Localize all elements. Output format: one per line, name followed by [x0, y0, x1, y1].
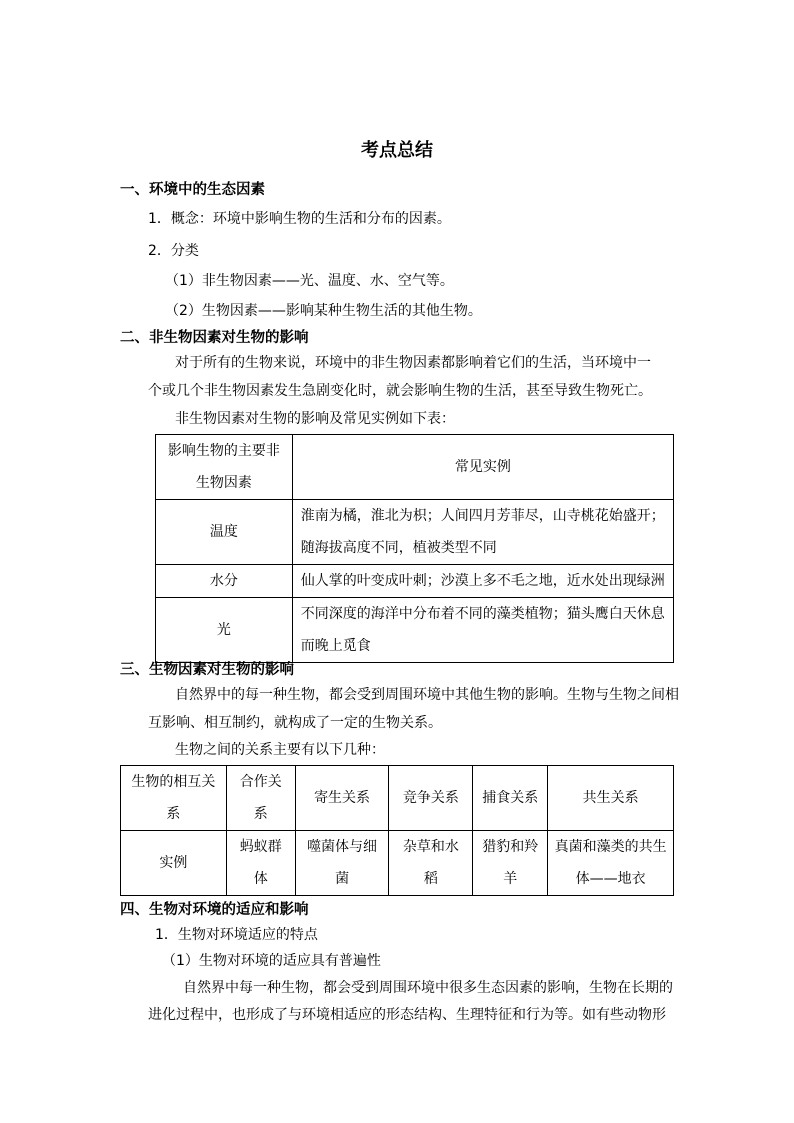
table-cell — [295, 831, 389, 896]
section-2-table-intro: 非生物因素对生物的影响及常见实例如下表： — [175, 411, 455, 427]
cell-line: 噬菌体与细 — [307, 839, 378, 855]
section-1-heading: 一、环境中的生态因素 — [120, 182, 265, 198]
table-cell: 光 — [156, 598, 293, 663]
section-4-paragraph-line-1: 自然界中每一种生物，都会受到周围环境中很多生态因素的影响，生物在长期的 — [183, 980, 673, 996]
table-header-cell — [389, 766, 473, 831]
cell-line: 真菌和藻类的共生 — [554, 839, 667, 855]
classification-line: 2．分类 — [148, 243, 199, 259]
table-cell: 温度 — [156, 500, 293, 565]
cell-line: 系 — [166, 806, 181, 822]
biotic-relations-table — [120, 765, 674, 896]
section-4-heading: 四、生物对环境的适应和影响 — [120, 902, 309, 918]
table-row — [156, 500, 674, 565]
biotic-line: （2）生物因素——影响某种生物生活的其他生物。 — [165, 303, 482, 319]
section-3-table-intro: 生物之间的关系主要有以下几种： — [175, 742, 385, 758]
table-cell — [226, 831, 295, 896]
cell-line: 竞争关系 — [402, 790, 459, 806]
table-header-cell — [548, 766, 674, 831]
cell-line: 共生关系 — [582, 790, 639, 806]
universality-line: （1）生物对环境的适应具有普遍性 — [162, 953, 381, 969]
table-cell — [548, 831, 674, 896]
cell-line: 杂草和水 — [402, 839, 459, 855]
cell-line: 体——地衣 — [575, 871, 646, 887]
section-2-paragraph-line-2: 个或几个非生物因素发生急剧变化时，就会影响生物的生活，甚至导致生物死亡。 — [148, 383, 652, 399]
table-header-cell — [226, 766, 295, 831]
page-title: 考点总结 — [361, 140, 433, 161]
table-cell — [473, 831, 548, 896]
table-row — [156, 565, 674, 598]
concept-line: 1．概念：环境中影响生物的生活和分布的因素。 — [148, 211, 451, 227]
table-header-cell — [121, 766, 227, 831]
table-cell: 淮南为橘，淮北为枳；人间四月芳菲尽，山寺桃花始盛开； 随海拔高度不同，植被类型不同 — [292, 500, 673, 565]
section-3-paragraph-line-1: 自然界中的每一种生物，都会受到周围环境中其他生物的影响。生物与生物之间相 — [175, 687, 679, 703]
table-cell: 仙人掌的叶变成叶刺；沙漠上多不毛之地，近水处出现绿洲 — [292, 565, 673, 598]
table-header-cell — [473, 766, 548, 831]
cell-line: 实例 — [159, 855, 188, 871]
adaptation-features-line: 1．生物对环境适应的特点 — [155, 927, 318, 943]
table-header-cell — [295, 766, 389, 831]
table-header-cell: 常见实例 — [292, 435, 673, 500]
table-cell: 不同深度的海洋中分布着不同的藻类植物；猫头鹰白天休息 而晚上觅食 — [292, 598, 673, 663]
cell-line: 合作关 — [239, 774, 282, 790]
table-row — [156, 598, 674, 663]
cell-line: 系 — [253, 806, 268, 822]
table-row — [121, 766, 674, 831]
section-4-paragraph-line-2: 进化过程中，也形成了与环境相适应的形态结构、生理特征和行为等。如有些动物形 — [148, 1007, 666, 1023]
cell-line: 羊 — [503, 871, 518, 887]
table-header-row — [156, 435, 674, 500]
table-header-cell: 影响生物的主要非 生物因素 — [156, 435, 293, 500]
table-cell: 水分 — [156, 565, 293, 598]
table-cell — [121, 831, 227, 896]
section-2-heading: 二、非生物因素对生物的影响 — [120, 330, 309, 346]
cell-line: 菌 — [335, 871, 350, 887]
cell-line: 寄生关系 — [314, 790, 371, 806]
cell-line: 蚂蚁群 — [239, 839, 282, 855]
abiotic-factors-table — [155, 434, 674, 663]
cell-line: 猎豹和羚 — [482, 839, 539, 855]
table-row — [121, 831, 674, 896]
cell-line: 体 — [253, 871, 268, 887]
section-3-paragraph-line-2: 互影响、相互制约，就构成了一定的生物关系。 — [148, 715, 442, 731]
section-2-paragraph-line-1: 对于所有的生物来说，环境中的非生物因素都影响着它们的生活，当环境中一 — [175, 355, 651, 371]
table-cell — [389, 831, 473, 896]
abiotic-line: （1）非生物因素——光、温度、水、空气等。 — [165, 273, 454, 289]
cell-line: 生物的相互关 — [131, 774, 216, 790]
cell-line: 稻 — [423, 871, 438, 887]
cell-line: 捕食关系 — [482, 790, 539, 806]
section-3-heading: 三、生物因素对生物的影响 — [120, 662, 294, 678]
